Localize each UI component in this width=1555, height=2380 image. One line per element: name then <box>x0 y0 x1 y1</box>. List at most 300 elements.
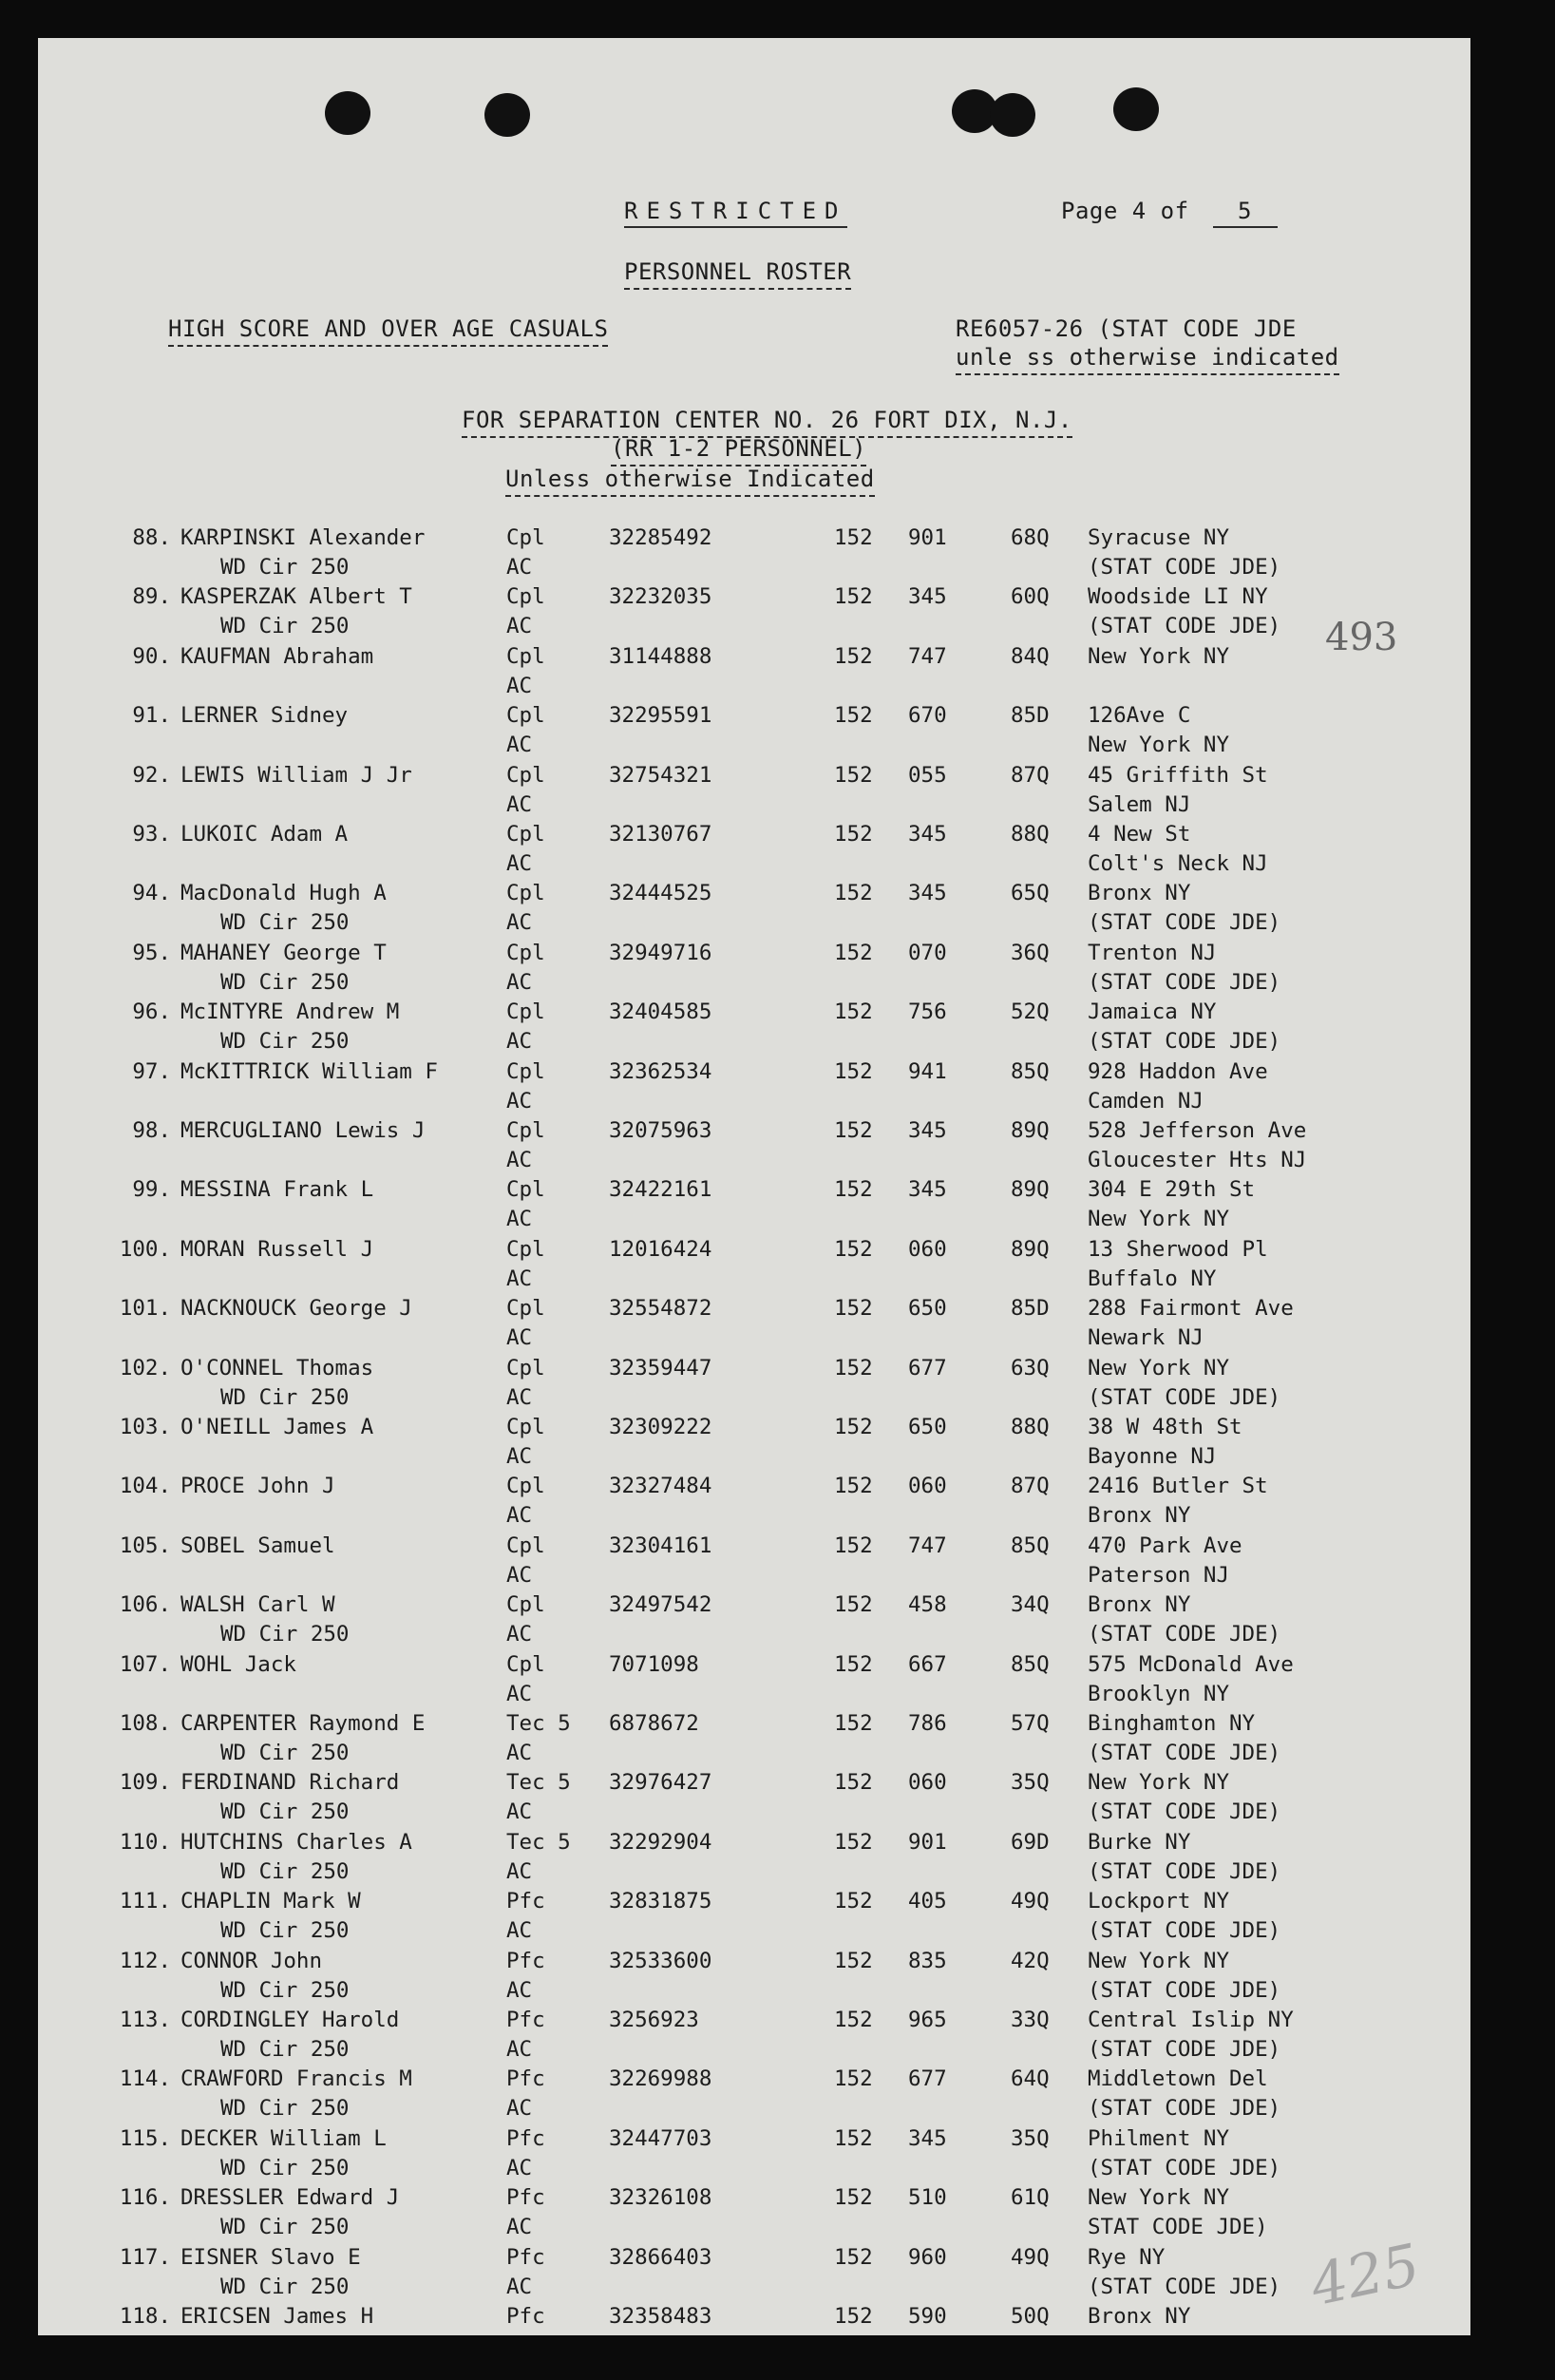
entry-address: 4 New St <box>1088 822 1191 847</box>
entry-code-c: 85Q <box>1011 1533 1050 1558</box>
entry-authority: WD Cir 250 <box>220 2037 350 2062</box>
entry-code-b: 458 <box>908 1592 947 1618</box>
roster-entry <box>38 2304 1470 2332</box>
roster-entry-continuation <box>38 1266 1470 1295</box>
entry-code-a: 152 <box>834 1770 873 1796</box>
entry-address-line2: Buffalo NY <box>1088 1266 1217 1291</box>
entry-code-a: 152 <box>834 1889 873 1914</box>
entry-branch: AC <box>506 673 533 698</box>
entry-address-line2: Newark NJ <box>1088 1325 1204 1351</box>
entry-name: ERICSEN James H <box>180 2304 374 2329</box>
entry-code-b: 835 <box>908 1948 947 1973</box>
entry-number: 90. <box>132 643 171 669</box>
entry-address: 126Ave C <box>1088 703 1191 729</box>
roster-entry <box>38 1356 1470 1384</box>
entry-rank: Cpl <box>506 822 545 847</box>
entry-rank: Cpl <box>506 1118 545 1143</box>
entry-serial: 32285492 <box>609 525 712 550</box>
entry-rank: Cpl <box>506 525 545 550</box>
entry-code-a: 152 <box>834 2244 873 2270</box>
entry-branch: AC <box>506 1325 533 1351</box>
roster-entry <box>38 881 1470 909</box>
entry-rank: Pfc <box>506 2125 545 2151</box>
entry-name: O'CONNEL Thomas <box>180 1355 374 1380</box>
entry-code-a: 152 <box>834 1355 873 1380</box>
roster-entry-continuation <box>38 1563 1470 1591</box>
entry-branch: AC <box>506 1562 533 1588</box>
entry-number: 103. <box>119 1415 171 1439</box>
roster-entry <box>38 1949 1470 1977</box>
entry-branch: AC <box>506 1799 533 1825</box>
entry-address-line2: Bayonne NJ <box>1088 1444 1217 1469</box>
entry-number: 89. <box>132 584 171 610</box>
entry-rank: Pfc <box>506 2244 545 2270</box>
entry-code-b: 901 <box>908 525 947 550</box>
entry-code-b: 070 <box>908 940 947 965</box>
entry-code-b: 650 <box>908 1296 947 1322</box>
entry-authority: WD Cir 250 <box>220 910 350 936</box>
entry-code-c: 85D <box>1011 1296 1050 1322</box>
entry-name: O'NEILL James A <box>180 1415 374 1439</box>
roster-entry <box>38 1830 1470 1858</box>
entry-number: 98. <box>132 1118 171 1143</box>
entry-address: Bronx NY <box>1088 2304 1191 2329</box>
entry-code-a: 152 <box>834 762 873 788</box>
roster-entry-continuation <box>38 1799 1470 1828</box>
roster-entry <box>38 1770 1470 1799</box>
entry-code-b: 677 <box>908 2066 947 2092</box>
page-label-text: Page 4 of <box>1061 198 1189 224</box>
roster-entry-continuation <box>38 1978 1470 2007</box>
entry-rank: Pfc <box>506 2304 545 2329</box>
entry-number: 91. <box>132 703 171 729</box>
entry-authority: WD Cir 250 <box>220 555 350 580</box>
entry-name: PROCE John J <box>180 1474 335 1499</box>
entry-address: Bronx NY <box>1088 1592 1191 1618</box>
entry-code-b: 345 <box>908 1118 947 1143</box>
entry-branch: AC <box>506 1207 533 1232</box>
entry-branch: AC <box>506 2096 533 2122</box>
entry-address-line2: (STAT CODE JDE) <box>1088 2096 1281 2122</box>
entry-code-a: 152 <box>834 2066 873 2092</box>
entry-address: Philment NY <box>1088 2125 1230 2151</box>
entry-code-c: 33Q <box>1011 2008 1050 2032</box>
entry-serial: 32497542 <box>609 1592 712 1618</box>
entry-address-line2: Gloucester Hts NJ <box>1088 1148 1307 1172</box>
entry-name: KARPINSKI Alexander <box>180 525 426 550</box>
entry-address: Trenton NJ <box>1088 940 1217 965</box>
entry-serial: 32359447 <box>609 1355 712 1380</box>
entry-branch: AC <box>506 2037 533 2062</box>
entry-rank: Pfc <box>506 2066 545 2092</box>
entry-rank: Pfc <box>506 2008 545 2032</box>
entry-name: SOBEL Samuel <box>180 1533 335 1558</box>
entry-address: Jamaica NY <box>1088 1000 1217 1025</box>
entry-serial: 12016424 <box>609 1236 712 1262</box>
entry-number: 105. <box>119 1533 171 1558</box>
entry-code-b: 060 <box>908 1474 947 1499</box>
roster-entry-continuation <box>38 733 1470 761</box>
entry-code-b: 345 <box>908 1177 947 1203</box>
entry-name: DRESSLER Edward J <box>180 2185 400 2211</box>
entry-serial: 32292904 <box>609 1829 712 1855</box>
entry-branch: AC <box>506 969 533 995</box>
entry-address: 528 Jefferson Ave <box>1088 1118 1307 1143</box>
entry-rank: Pfc <box>506 2185 545 2211</box>
entry-branch: AC <box>506 2155 533 2180</box>
entry-code-c: 87Q <box>1011 762 1050 788</box>
entry-rank: Cpl <box>506 643 545 669</box>
entry-branch: AC <box>506 555 533 580</box>
entry-address-line2: STAT CODE JDE) <box>1088 2215 1268 2240</box>
entry-name: FERDINAND Richard <box>180 1770 400 1796</box>
entry-name: CARPENTER Raymond E <box>180 1711 426 1736</box>
entry-number: 115. <box>119 2125 171 2151</box>
entry-address-line2: (STAT CODE JDE) <box>1088 910 1281 936</box>
entry-number: 93. <box>132 822 171 847</box>
roster-entry-continuation <box>38 1444 1470 1473</box>
entry-address-line2: (STAT CODE JDE) <box>1088 555 1281 580</box>
restricted-heading: RESTRICTED <box>624 198 847 228</box>
entry-authority: WD Cir 250 <box>220 2274 350 2299</box>
entry-rank: Cpl <box>506 1474 545 1499</box>
entry-code-b: 677 <box>908 1355 947 1380</box>
entry-branch: AC <box>506 851 533 876</box>
entry-serial: 32554872 <box>609 1296 712 1322</box>
entry-code-b: 670 <box>908 703 947 729</box>
entry-serial: 32295591 <box>609 703 712 729</box>
entry-number: 113. <box>119 2008 171 2032</box>
roster-entry-continuation <box>38 1207 1470 1235</box>
entry-rank: Cpl <box>506 1058 545 1084</box>
entry-branch: AC <box>506 1977 533 2003</box>
entry-serial: 32444525 <box>609 881 712 906</box>
roster-code-note: unle ss otherwise indicated <box>956 344 1339 375</box>
entry-address: New York NY <box>1088 1948 1230 1973</box>
entry-authority: WD Cir 250 <box>220 2096 350 2122</box>
entry-code-b: 786 <box>908 1711 947 1736</box>
entry-code-a: 152 <box>834 703 873 729</box>
entry-code-c: 42Q <box>1011 1948 1050 1973</box>
entry-rank: Cpl <box>506 1592 545 1618</box>
entry-code-c: 88Q <box>1011 1415 1050 1439</box>
entry-code-b: 901 <box>908 1829 947 1855</box>
entry-serial: 32422161 <box>609 1177 712 1203</box>
entry-address-line2: (STAT CODE JDE) <box>1088 614 1281 639</box>
pencil-annotation: 425 <box>1304 2231 1426 2320</box>
entry-address: New York NY <box>1088 643 1230 669</box>
roster-entry <box>38 584 1470 613</box>
entry-code-c: 85Q <box>1011 1058 1050 1084</box>
entry-number: 88. <box>132 525 171 550</box>
entry-number: 96. <box>132 1000 171 1025</box>
entry-rank: Cpl <box>506 1177 545 1203</box>
entry-number: 118. <box>119 2304 171 2329</box>
roster-entry-continuation <box>38 1029 1470 1057</box>
entry-code-b: 747 <box>908 643 947 669</box>
entry-name: LUKOIC Adam A <box>180 822 349 847</box>
entry-code-a: 152 <box>834 584 873 610</box>
entry-code-a: 152 <box>834 822 873 847</box>
roster-entry-continuation <box>38 1148 1470 1176</box>
entry-serial: 31144888 <box>609 643 712 669</box>
entry-rank: Cpl <box>506 1651 545 1677</box>
entry-code-c: 36Q <box>1011 940 1050 965</box>
entry-serial: 32362534 <box>609 1058 712 1084</box>
entry-address-line2: Camden NJ <box>1088 1088 1204 1114</box>
entry-number: 95. <box>132 940 171 965</box>
entry-code-c: 49Q <box>1011 1889 1050 1914</box>
entry-code-c: 84Q <box>1011 643 1050 669</box>
entry-address-line2: Salem NJ <box>1088 791 1191 817</box>
entry-code-a: 152 <box>834 2185 873 2211</box>
entry-code-b: 965 <box>908 2008 947 2032</box>
entry-code-a: 152 <box>834 1296 873 1322</box>
roster-entry-continuation <box>38 1503 1470 1532</box>
entry-branch: AC <box>506 2215 533 2240</box>
roster-entry-continuation <box>38 1918 1470 1947</box>
entry-rank: Pfc <box>506 1889 545 1914</box>
entry-name: KAUFMAN Abraham <box>180 643 374 669</box>
entry-number: 112. <box>119 1948 171 1973</box>
entry-number: 97. <box>132 1058 171 1084</box>
entry-rank: Cpl <box>506 940 545 965</box>
entry-address: Lockport NY <box>1088 1889 1230 1914</box>
entry-address-line2: (STAT CODE JDE) <box>1088 1977 1281 2003</box>
entry-serial: 32130767 <box>609 822 712 847</box>
entry-rank: Cpl <box>506 1236 545 1262</box>
entry-code-a: 152 <box>834 1592 873 1618</box>
roster-entry <box>38 703 1470 732</box>
separation-center: FOR SEPARATION CENTER NO. 26 FORT DIX, N.J. <box>462 407 1072 438</box>
rr-personnel: (RR 1-2 PERSONNEL) <box>611 435 866 466</box>
entry-serial: 32358483 <box>609 2304 712 2329</box>
entry-address-line2: (STAT CODE JDE) <box>1088 1918 1281 1944</box>
entry-code-a: 152 <box>834 2304 873 2329</box>
entry-number: 101. <box>119 1296 171 1322</box>
roster-entry-continuation <box>38 1859 1470 1888</box>
entry-serial: 32866403 <box>609 2244 712 2270</box>
entry-branch: AC <box>506 1088 533 1114</box>
entry-address-line2: (STAT CODE JDE) <box>1088 1858 1281 1884</box>
entry-address-line2: (STAT CODE JDE) <box>1088 2274 1281 2299</box>
roster-entry <box>38 2008 1470 2036</box>
entry-number: 92. <box>132 762 171 788</box>
entry-address: Middletown Del <box>1088 2066 1268 2092</box>
roster-entry <box>38 1000 1470 1028</box>
margin-number: 493 <box>1325 616 1398 659</box>
entry-code-a: 152 <box>834 1948 873 1973</box>
entry-code-c: 61Q <box>1011 2185 1050 2211</box>
entry-address: New York NY <box>1088 1770 1230 1796</box>
entry-name: NACKNOUCK George J <box>180 1296 412 1322</box>
entry-serial: 32326108 <box>609 2185 712 2211</box>
entry-rank: Tec 5 <box>506 1829 571 1855</box>
entry-number: 102. <box>119 1355 171 1380</box>
entry-authority: WD Cir 250 <box>220 1858 350 1884</box>
entry-name: MAHANEY George T <box>180 940 387 965</box>
roster-entry <box>38 1711 1470 1740</box>
entry-rank: Cpl <box>506 584 545 610</box>
entry-branch: AC <box>506 1622 533 1647</box>
entry-code-a: 152 <box>834 1533 873 1558</box>
roster-entry-continuation <box>38 2215 1470 2243</box>
entry-address-line2: (STAT CODE JDE) <box>1088 2155 1281 2180</box>
entry-serial: 7071098 <box>609 1651 699 1677</box>
entry-branch: AC <box>506 791 533 817</box>
entry-code-a: 152 <box>834 1651 873 1677</box>
entry-address: Woodside LI NY <box>1088 584 1268 610</box>
entry-authority: WD Cir 250 <box>220 1741 350 1765</box>
roster-title: PERSONNEL ROSTER <box>624 258 851 290</box>
roster-code: RE6057-26 (STAT CODE JDE <box>956 315 1297 342</box>
roster-entry <box>38 2185 1470 2214</box>
entry-address: 45 Griffith St <box>1088 762 1268 788</box>
entry-serial: 32075963 <box>609 1118 712 1143</box>
entry-number: 116. <box>119 2185 171 2211</box>
entry-code-c: 87Q <box>1011 1474 1050 1499</box>
entry-serial: 32447703 <box>609 2125 712 2151</box>
roster-entry <box>38 1889 1470 1917</box>
entry-address: Central Islip NY <box>1088 2008 1294 2032</box>
entry-address-line2: (STAT CODE JDE) <box>1088 1029 1281 1055</box>
entry-rank: Cpl <box>506 1415 545 1439</box>
roster-entry <box>38 2245 1470 2274</box>
roster-entry-continuation <box>38 2096 1470 2124</box>
entry-code-b: 345 <box>908 881 947 906</box>
roster-entry <box>38 1592 1470 1621</box>
entry-code-c: 63Q <box>1011 1355 1050 1380</box>
entry-address-line2: (STAT CODE JDE) <box>1088 969 1281 995</box>
entry-address: 13 Sherwood Pl <box>1088 1236 1268 1262</box>
entry-address-line2: Brooklyn NY <box>1088 1681 1230 1706</box>
entry-name: CORDINGLEY Harold <box>180 2008 400 2032</box>
entry-code-c: 34Q <box>1011 1592 1050 1618</box>
entry-address-line2: New York NY <box>1088 733 1230 758</box>
roster-entry-continuation <box>38 910 1470 939</box>
entry-code-c: 35Q <box>1011 2125 1050 2151</box>
entry-name: MORAN Russell J <box>180 1236 374 1262</box>
roster-entry-continuation <box>38 674 1470 702</box>
roster-entry <box>38 525 1470 554</box>
entry-code-c: 68Q <box>1011 525 1050 550</box>
entry-code-a: 152 <box>834 1236 873 1262</box>
entry-code-c: 85Q <box>1011 1651 1050 1677</box>
entry-number: 114. <box>119 2066 171 2092</box>
entry-code-c: 35Q <box>1011 1770 1050 1796</box>
entry-code-b: 060 <box>908 1236 947 1262</box>
entry-rank: Cpl <box>506 1355 545 1380</box>
entry-rank: Cpl <box>506 762 545 788</box>
entry-code-b: 060 <box>908 1770 947 1796</box>
roster-entry <box>38 1237 1470 1266</box>
entry-code-a: 152 <box>834 2125 873 2151</box>
entry-address-line2: (STAT CODE JDE) <box>1088 2037 1281 2062</box>
entry-code-a: 152 <box>834 1118 873 1143</box>
roster-entry-continuation <box>38 1741 1470 1769</box>
entry-serial: 32949716 <box>609 940 712 965</box>
roster-entry <box>38 763 1470 791</box>
entry-code-a: 152 <box>834 1474 873 1499</box>
entry-name: LEWIS William J Jr <box>180 762 412 788</box>
roster-entry-continuation <box>38 1385 1470 1414</box>
entry-code-b: 345 <box>908 822 947 847</box>
entry-authority: WD Cir 250 <box>220 1977 350 2003</box>
entry-address-line2: Paterson NJ <box>1088 1562 1230 1588</box>
entry-code-b: 747 <box>908 1533 947 1558</box>
entry-code-c: 89Q <box>1011 1177 1050 1203</box>
page-total: 5 <box>1213 198 1278 228</box>
entry-number: 104. <box>119 1474 171 1499</box>
entry-code-b: 345 <box>908 2125 947 2151</box>
entry-code-a: 152 <box>834 643 873 669</box>
entry-address-line2: (STAT CODE JDE) <box>1088 1799 1281 1825</box>
entry-address: 288 Fairmont Ave <box>1088 1296 1294 1322</box>
roster-entry <box>38 1118 1470 1147</box>
roster-entry <box>38 2066 1470 2095</box>
entry-address: New York NY <box>1088 1355 1230 1380</box>
entry-rank: Tec 5 <box>506 1770 571 1796</box>
entry-name: LERNER Sidney <box>180 703 349 729</box>
entry-code-c: 60Q <box>1011 584 1050 610</box>
entry-address: 928 Haddon Ave <box>1088 1058 1268 1084</box>
entry-code-c: 69D <box>1011 1829 1050 1855</box>
entry-address-line2: Colt's Neck NJ <box>1088 851 1268 876</box>
entry-address-line2: (STAT CODE JDE) <box>1088 1622 1281 1647</box>
entry-number: 94. <box>132 881 171 906</box>
roster-entry-continuation <box>38 2275 1470 2303</box>
entry-branch: AC <box>506 1503 533 1529</box>
entry-code-a: 152 <box>834 1415 873 1439</box>
entry-serial: 32232035 <box>609 584 712 610</box>
entry-serial: 3256923 <box>609 2008 699 2032</box>
roster-entry <box>38 1652 1470 1681</box>
entry-serial: 32327484 <box>609 1474 712 1499</box>
entry-serial: 32404585 <box>609 1000 712 1025</box>
entry-code-a: 152 <box>834 940 873 965</box>
entry-name: WALSH Carl W <box>180 1592 335 1618</box>
entry-authority: WD Cir 250 <box>220 1384 350 1410</box>
entry-name: EISNER Slavo E <box>180 2244 361 2270</box>
roster-entry-continuation <box>38 614 1470 642</box>
entry-branch: AC <box>506 614 533 639</box>
roster-entry <box>38 1415 1470 1443</box>
entry-branch: AC <box>506 910 533 936</box>
roster-entry-continuation <box>38 1325 1470 1354</box>
roster-entry <box>38 2126 1470 2155</box>
entry-serial: 32269988 <box>609 2066 712 2092</box>
entry-code-b: 941 <box>908 1058 947 1084</box>
entry-code-b: 650 <box>908 1415 947 1439</box>
entry-rank: Cpl <box>506 1000 545 1025</box>
entry-number: 110. <box>119 1829 171 1855</box>
entry-branch: AC <box>506 1384 533 1410</box>
entry-address: Burke NY <box>1088 1829 1191 1855</box>
entry-name: CONNOR John <box>180 1948 323 1973</box>
entry-address: Bronx NY <box>1088 881 1191 906</box>
entry-branch: AC <box>506 1266 533 1291</box>
entry-name: HUTCHINS Charles A <box>180 1829 412 1855</box>
roster-entry <box>38 822 1470 850</box>
entry-code-b: 055 <box>908 762 947 788</box>
entry-code-a: 152 <box>834 1000 873 1025</box>
entry-name: MacDonald Hugh A <box>180 881 387 906</box>
entry-branch: AC <box>506 1444 533 1469</box>
entry-code-a: 152 <box>834 1711 873 1736</box>
entry-address: 2416 Butler St <box>1088 1474 1268 1499</box>
entry-name: McINTYRE Andrew M <box>180 1000 400 1025</box>
entry-address-line2: Bronx NY <box>1088 1503 1191 1529</box>
